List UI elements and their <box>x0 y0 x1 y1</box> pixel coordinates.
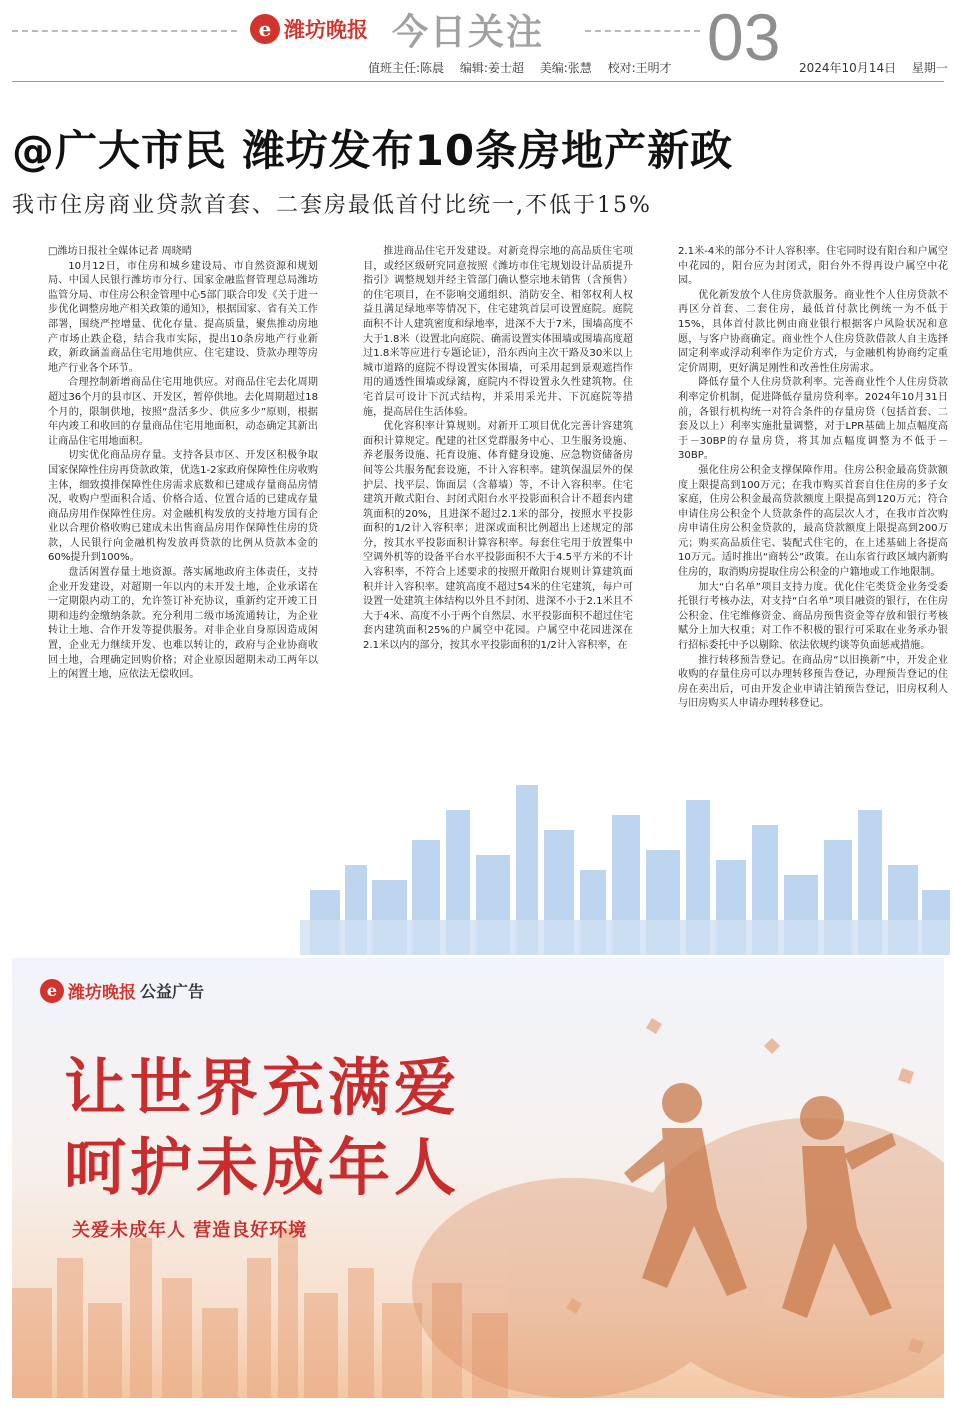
issue-date <box>799 59 955 76</box>
page-number: 03 <box>707 0 781 74</box>
article-paragraph: 10月12日，市住房和城乡建设局、市自然资源和规划局、中国人民银行潍坊市分行、国家金融监督管理总局潍坊监管分局、市住房公积金管理中心5部门联合印发《关于进一步优化调整房地产相关政策的通知》，根据国家、省有关工作部署，围绕严控增量、优化存量、提高质量，聚焦推动房地产市场止跌企稳，结合我市实际，提出10条房地产行业新政，新政涵盖商品住宅用地供应、住宅建设、贷款办理等房地产行业各个环节。 <box>48 260 318 374</box>
date-text: 2024年10月14日 <box>799 61 897 75</box>
article-paragraph: 降低存量个人住房贷款利率。完善商业性个人住房贷款利率定价机制，促进降低存量房贷利率。2024年10月31日前，各银行机构统一对符合条件的存量房贷（包括首套、二套及以上）利率实施批量调整，对于LPR基础上加点幅度高于－30BP的存量房贷，将其加点幅度调整为不低于－30BP。 <box>678 377 948 462</box>
weekday-text: 星期一 <box>911 61 948 75</box>
credit-designer: 美编:张慧 <box>539 61 592 75</box>
ad-headline-line-2: 呵护未成年人 <box>64 1131 461 1204</box>
logo-icon: e <box>40 979 64 1003</box>
article-subheadline: 我市住房商业贷款首套、二套房最低首付比统一,不低于15% <box>12 193 652 218</box>
article-paragraph: 推行转移预告登记。在商品房“以旧换新”中，开发企业收购的存量住房可以办理转移预告登记，办理预告登记的住房在卖出后，可由开发企业申请注销预告登记，旧房权利人与旧房购买人申请办理转移登记。 <box>678 654 948 710</box>
article-column-2 <box>363 245 633 654</box>
article-paragraph: 切实优化商品房存量。支持各县市区、开发区积极争取国家保障性住房再贷款政策，优选1-2家政府保障性住房收购主体，细致摸排保障性住房需求底数和已建成存量商品房情况，收购户型面积合适、价格合适、位置合适的已建成存量商品房用作保障性住房。对金融机构发放的支持地方国有企业以合理价格收购已建成未出售商品房用作保障性住房的贷款，人民银行向金融机构发放再贷款的比例从贷款本金的60%提升到100%。 <box>48 450 318 564</box>
article-paragraph: 合理控制新增商品住宅用地供应。对商品住宅去化周期超过36个月的县市区、开发区，暂停供地。去化周期超过18个月的，限制供地，按照“盘活多少、供应多少”原则，根据年内竣工和收回的存量商品住宅用地面积，动态确定其新出让商品住宅用地面积。 <box>48 377 318 447</box>
article-paragraph: 2.1米-4米的部分不计人容积率。住宅同时设有阳台和户属空中花园的，阳台应为封闭式，阳台外不得再设户属空中花园。 <box>678 246 948 287</box>
header-rule <box>12 81 944 82</box>
article-paragraph: 优化新发放个人住房贷款服务。商业性个人住房贷款不再区分首套、二套住房，最低首付款比例统一为不低于15%，具体首付款比例由商业银行根据客户风险状况和意愿，与客户协商确定。商业性个人住房贷款借款人自主选择固定利率或浮动利率作为定价方式，与金融机构协商约定重定价周期，更好满足刚性和改善性住房需求。 <box>678 289 948 374</box>
ad-category-tag: 公益广告 <box>140 982 205 1001</box>
article-paragraph: 加大“白名单”项目支持力度。优化住宅类贷金业务受委托银行考核办法，对支持“白名单”项目融资的银行，在住房公积金、住宅维修资金、商品房预售资金等存放和银行考核赋分上加大权重；对工作不积极的银行可采取在业务承办银行招标委托中予以剔除、依法依规约谈等负面惩戒措施。 <box>678 581 948 652</box>
article-column-1 <box>48 245 318 683</box>
credit-editor: 编辑:姜士超 <box>459 61 524 75</box>
article-paragraph: 强化住房公积金支撑保障作用。住房公积金最高贷款额度上限提高到100万元；在我市购买首套自住住房的多子女家庭，住房公积金最高贷款额度上限提高到120万元；符合申请住房公积金个人贷款条件的高层次人才，在我市首次购房申请住房公积金贷款的，最高贷款额度上限提高到200万元；购买高品质住宅、装配式住宅的，在上述基础上各提高10万元。适时推出“商转公”政策。在山东省行政区域内新购住房的，取消购房提取住房公积金的户籍地或工作地限制。 <box>678 464 948 579</box>
article-byline: □潍坊日报社全媒体记者 周晓晴 <box>48 246 192 257</box>
credit-proofreader: 校对:王明才 <box>607 61 672 75</box>
ad-slogan: 关爱未成年人 营造良好环境 <box>72 1220 308 1241</box>
article-paragraph: 优化容积率计算规则。对新开工项目优化完善计容建筑面积计算规定。配建的社区党群服务中心、卫生服务设施、养老服务设施、托育设施、体育健身设施、应急物资储备房间等公共服务配套设施，不计入容积率。建筑保温层外的保护层、找平层、饰面层（含幕墙）等，不计入容积率。住宅建筑开敞式阳台、封闭式阳台水平投影面积合计不超套内建筑面积的20%，且进深不超过2.1米的部分，按照水平投影面积的1/2计入容积率；进深或面积比例超出上述规定的部分，按其水平投影面积计算容积率。每套住宅用于放置集中空调外机等的设备平台水平投影面积不大于4.5平方米的不计入容积率，不符合上述要求的按照开敞阳台规则计算建筑面积并计入容积率。建筑高度不超过54米的住宅建筑，每户可设置一处建筑主体结构以外且不封闭、进深不小于2.1米且不大于4米、高度不小于两个自然层、水平投影面积不超过住宅套内建筑面积25%的户属空中花园。户属空中花园进深在2.1米以内的部分，按其水平投影面积的1/2计入容积率，在 <box>363 421 633 652</box>
article-headline: @广大市民 潍坊发布10条房地产新政 <box>12 126 734 175</box>
masthead-divider <box>585 30 700 32</box>
masthead <box>0 0 955 84</box>
masthead-divider <box>12 30 237 32</box>
article-paragraph: 盘活闲置存量土地资源。落实属地政府主体责任，支持企业开发建设，对超期一年以内的未开发土地，企业承诺在一定期限内动工的，允许签订补充协议，重新约定开竣工日期和违约金缴纳条款。充分利用二级市场流通转让，为企业转让土地、合作开发等提供服务。对非企业自身原因造成闲置，企业无力继续开发、也难以转让的，政府与企业协商收回土地，合理确定回购价格；对企业原因超期未动工两年以上的闲置土地，应依法无偿收回。 <box>48 567 318 681</box>
ad-logo <box>40 978 204 1003</box>
logo-icon: e <box>250 14 280 44</box>
article-body <box>48 245 953 815</box>
public-service-ad[interactable] <box>12 958 944 1398</box>
section-title: 今日关注 <box>392 11 545 53</box>
article-paragraph: 推进商品住宅开发建设。对新竞得宗地的高品质住宅项目，或经区级研究同意按照《潍坊市住宅规划设计品质提升指引》调整规划并经主管部门确认整宗地未销售（含预售）的住宅项目，在不影响交通组织、消防安全、相邻权利人权益且满足绿地率等情况下，住宅建筑首层可设置庭院。庭院面积不计人建筑密度和绿地率，进深不大于7米，围墙高度不大于1.8米（设置北向庭院、确需设置实体围墙或围墙高度超过1.8米等应进行专题论证），沿东西向主次干路及30米以上城市道路的庭院不得设置实体围墙，可采用起到景观遮挡作用的通透性围墙或绿篱，庭院内不得设置永久性建筑物。住宅首层可设计下沉式结构，并采用采光井、下沉庭院等措施，提高居住生活体验。 <box>363 246 633 418</box>
newspaper-logo[interactable] <box>250 14 368 44</box>
ad-logo-text: 潍坊晚报 <box>68 983 136 1003</box>
credit-duty-director: 值班主任:陈晨 <box>368 61 445 75</box>
article-column-3 <box>678 245 948 712</box>
editor-credits <box>368 59 684 76</box>
ad-headline-line-1: 让世界充满爱 <box>64 1051 461 1124</box>
logo-text: 潍坊晚报 <box>284 18 368 42</box>
